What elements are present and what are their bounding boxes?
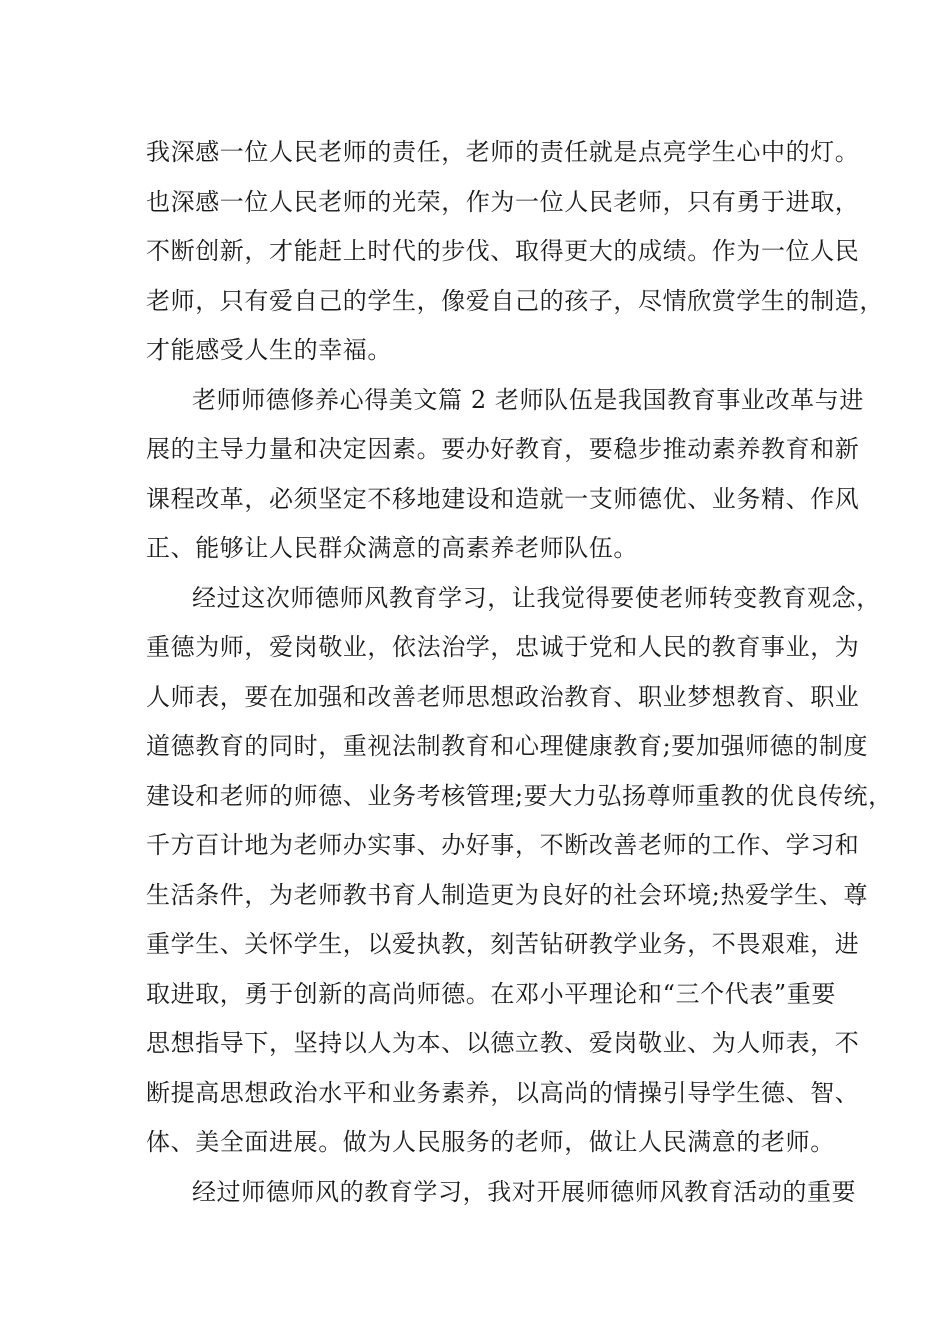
text-line: 老师，只有爱自己的学生，像爱自己的孩子，尽情欣赏学生的制造， bbox=[146, 286, 884, 315]
text-line: 展的主导力量和决定因素。要办好教育，要稳步推动素养教育和新 bbox=[146, 435, 860, 463]
text-line: 人师表，要在加强和改善老师思想政治教育、职业梦想教育、职业 bbox=[146, 682, 860, 711]
text-line: 我深感一位人民老师的责任，老师的责任就是点亮学生心中的灯。 bbox=[146, 138, 860, 166]
text-line: 建设和老师的师德、业务考核管理;要大力弘扬尊师重教的优良传统， bbox=[146, 781, 893, 810]
text-line: 重德为师，爱岗敬业，依法治学，忠诚于党和人民的教育事业，为 bbox=[146, 633, 860, 661]
text-line: 课程改革，必须坚定不移地建设和造就一支师德优、业务精、作风 bbox=[146, 484, 860, 513]
text-line: 千方百计地为老师办实事、办好事，不断改善老师的工作、学习和 bbox=[146, 831, 860, 859]
text-line: 重学生、关怀学生，以爱执教，刻苦钻研教学业务，不畏艰难，进 bbox=[146, 930, 860, 958]
text-line: 正、能够让人民群众满意的高素养老师队伍。 bbox=[146, 534, 638, 562]
paragraph-start-line: 经过这次师德师风教育学习，让我觉得要使老师转变教育观念， bbox=[192, 583, 881, 612]
text-line: 不断创新，才能赶上时代的步伐、取得更大的成绩。作为一位人民 bbox=[146, 237, 860, 265]
text-line: 道德教育的同时，重视法制教育和心理健康教育;要加强师德的制度 bbox=[146, 732, 869, 760]
text-line: 断提高思想政治水平和业务素养，以高尚的情操引导学生德、智、 bbox=[146, 1078, 860, 1107]
body-text bbox=[146, 128, 893, 1217]
text-line: 体、美全面进展。做为人民服务的老师，做让人民满意的老师。 bbox=[146, 1128, 835, 1156]
text-line: 思想指导下，坚持以人为本、以德立教、爱岗敬业、为人师表，不 bbox=[146, 1029, 860, 1057]
text-line: 才能感受人生的幸福。 bbox=[146, 336, 392, 364]
paragraph-start-line: 经过师德师风的教育学习，我对开展师德师风教育活动的重要 bbox=[192, 1177, 857, 1206]
text-line: 也深感一位人民老师的光荣，作为一位人民老师，只有勇于进取， bbox=[146, 187, 860, 216]
text-line: 生活条件，为老师教书育人制造更为良好的社会环境;热爱学生、尊 bbox=[146, 880, 869, 909]
text-line: 取进取，勇于创新的高尚师德。在邓小平理论和“三个代表”重要 bbox=[146, 979, 836, 1008]
paragraph-start-line: 老师师德修养心得美文篇 2 老师队伍是我国教育事业改革与进 bbox=[192, 385, 864, 414]
